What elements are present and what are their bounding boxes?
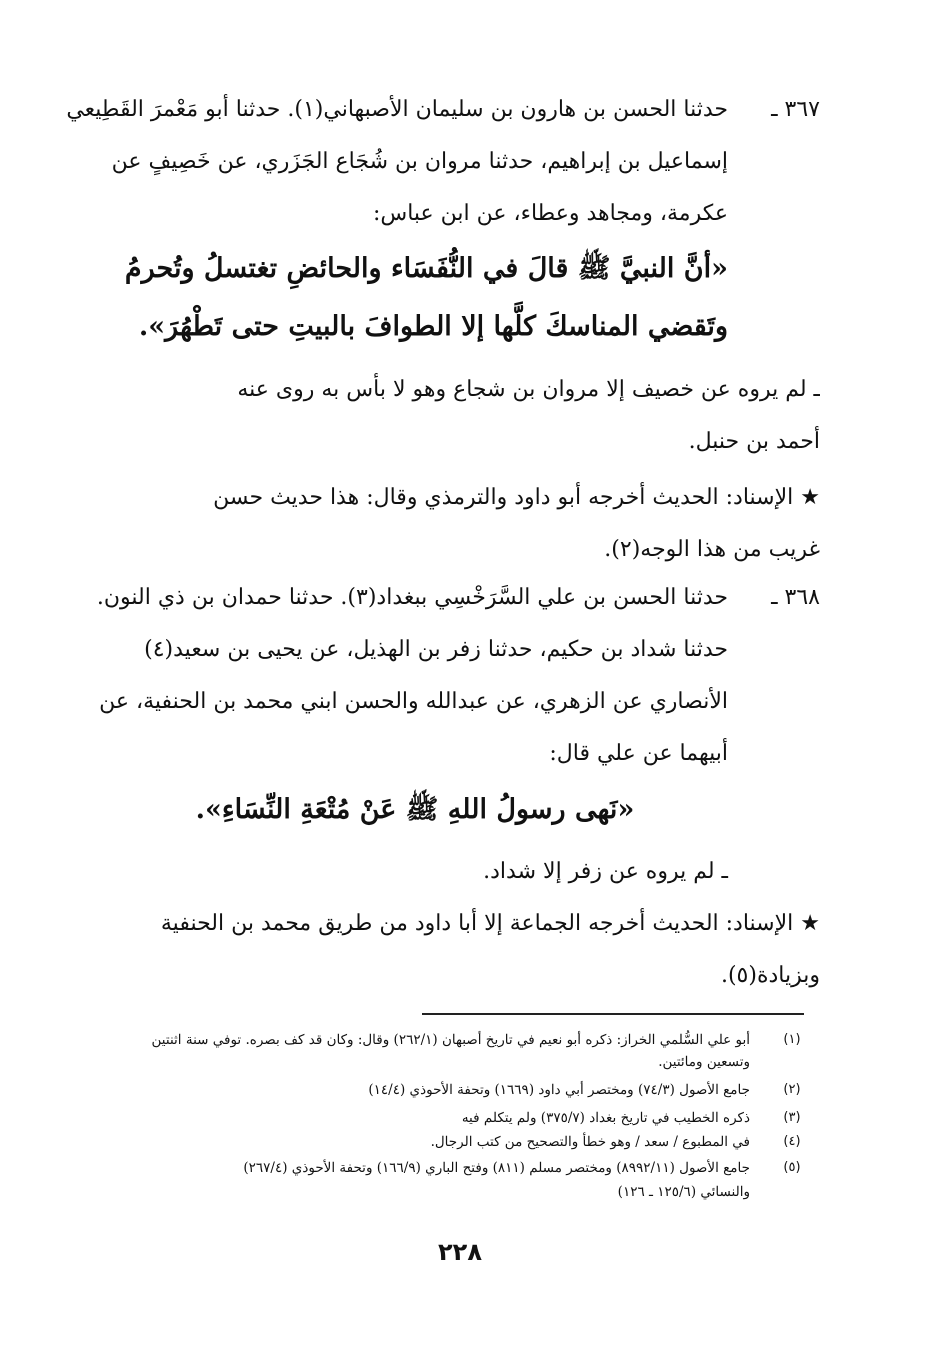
footnote-number: (٢) (783, 1082, 801, 1097)
hadith-368-isnad-note-line-2 (60, 950, 820, 1002)
hadith-368-isnad-line-4: أبيهما عن علي قال: (549, 741, 728, 766)
hadith-367-isnad-note-text-1: ★ الإسناد: الحديث أخرجه أبو داود والترمذي وقال: هذا حديث حسن (213, 485, 820, 510)
hadith-367-line-3 (60, 188, 820, 240)
hadith-368-note-line-1 (60, 846, 820, 898)
hadith-368-isnad-note-text-1: ★ الإسناد: الحديث أخرجه الجماعة إلا أبا داود من طريق محمد بن الحنفية (160, 911, 820, 936)
footnote-number: (٤) (783, 1134, 801, 1149)
hadith-367-matn-line-1 (60, 240, 820, 298)
hadith-368 (60, 572, 820, 1002)
hadith-367-matn-line-2 (60, 298, 820, 356)
footnote-5-continued (52, 1181, 812, 1203)
hadith-367 (60, 84, 820, 576)
footnote-1 (52, 1029, 812, 1051)
hadith-368-isnad-note-text-2: وبزيادة(٥). (720, 963, 820, 988)
footnote-text: جامع الأصول (٨٩٩٢/١١) ومختصر مسلم (٨١١) وفتح الباري (١٦٦/٩) وتحفة الأحوذي (٢٦٧/٤) (243, 1160, 750, 1176)
hadith-368-isnad-note-line-1 (60, 898, 820, 950)
hadith-367-note-line-2 (60, 416, 820, 468)
hadith-367-note-text-2: أحمد بن حنبل. (688, 429, 820, 454)
hadith-367-isnad-note-line-1 (60, 472, 820, 524)
hadith-367-note-text-1: ـ لم يروه عن خصيف إلا مروان بن شجاع وهو لا بأس به روى عنه (237, 377, 820, 402)
hadith-367-matn-text-2: وتَقضي المناسكَ كلَّها إلا الطوافَ بالبيتِ حتى تَطْهُرَ». (138, 311, 728, 342)
hadith-368-matn-line-1 (60, 780, 820, 840)
footnote-text: في المطبوع / سعد / وهو خطأ والتصحيح من كتب الرجال. (430, 1134, 750, 1150)
footnote-number: (٥) (783, 1160, 801, 1175)
footnote-4 (52, 1131, 812, 1153)
hadith-number: ٣٦٧ ـ (771, 97, 820, 122)
footnote-text: ذكره الخطيب في تاريخ بغداد (٣٧٥/٧) ولم يتكلم فيه (461, 1110, 750, 1126)
hadith-368-matn-text-1: «نَهى رسولُ اللهِ ﷺ عَنْ مُتْعَةِ النِّسَاءِ». (195, 794, 635, 825)
hadith-368-line-4 (60, 728, 820, 780)
hadith-368-line-3 (60, 676, 820, 728)
hadith-367-isnad-note-line-2 (60, 524, 820, 576)
footnote-3 (52, 1107, 812, 1129)
hadith-368-note-text-1: ـ لم يروه عن زفر إلا شداد. (483, 859, 728, 884)
hadith-368-isnad-line-3: الأنصاري عن الزهري، عن عبدالله والحسن ابني محمد بن الحنفية، عن (99, 689, 728, 714)
footnote-5 (52, 1157, 812, 1179)
footnote-text: جامع الأصول (٧٤/٣) ومختصر أبي داود (١٦٦٩) وتحفة الأحوذي (١٤/٤) (368, 1082, 750, 1098)
hadith-368-isnad-line-2: حدثنا شداد بن حكيم، حدثنا زفر بن الهذيل، عن يحيى بن سعيد(٤) (144, 637, 728, 662)
hadith-368-isnad-line-1: حدثنا الحسن بن علي السَّرَخْسِي ببغداد(٣). حدثنا حمدان بن ذي النون. (96, 585, 728, 610)
footnote-text: والنسائي (١٢٥/٦ ـ ١٢٦) (617, 1184, 750, 1200)
hadith-367-note-line-1 (60, 364, 820, 416)
footnote-text: أبو علي السُّلمي الخراز: ذكره أبو نعيم في تاريخ أصبهان (٢٦٢/١) وقال: وكان قد كف بصره. توفي سنة اثنتين (151, 1032, 750, 1048)
hadith-367-line-2 (60, 136, 820, 188)
footnote-number: (١) (783, 1032, 801, 1047)
hadith-367-isnad-line-1: حدثنا الحسن بن هارون بن سليمان الأصبهاني(١). حدثنا أبو مَعْمرَ القَطِيعي (66, 97, 728, 122)
footnote-2 (52, 1079, 812, 1101)
footnote-text: وتسعين ومائتين. (658, 1054, 750, 1070)
hadith-368-line-1 (60, 572, 820, 624)
footnotes (52, 1015, 812, 1203)
hadith-367-line-1 (60, 84, 820, 136)
hadith-367-isnad-note-text-2: غريب من هذا الوجه(٢). (604, 537, 820, 562)
hadith-367-isnad-line-3: عكرمة، ومجاهد وعطاء، عن ابن عباس: (372, 201, 728, 226)
hadith-367-isnad-line-2: إسماعيل بن إبراهيم، حدثنا مروان بن شُجَاع الجَزَري، عن خَصِيفٍ عن (111, 149, 728, 174)
hadith-367-matn-text-1: «أنَّ النبيَّ ﷺ قالَ في النُّفَسَاء والحائضِ تغتسلُ وتُحرمُ (124, 253, 728, 284)
hadith-368-line-2 (60, 624, 820, 676)
hadith-number: ٣٦٨ ـ (771, 585, 820, 610)
footnote-1-continued (52, 1051, 812, 1073)
page-number: ٢٢٨ (438, 1238, 482, 1266)
footnote-number: (٣) (783, 1110, 801, 1125)
